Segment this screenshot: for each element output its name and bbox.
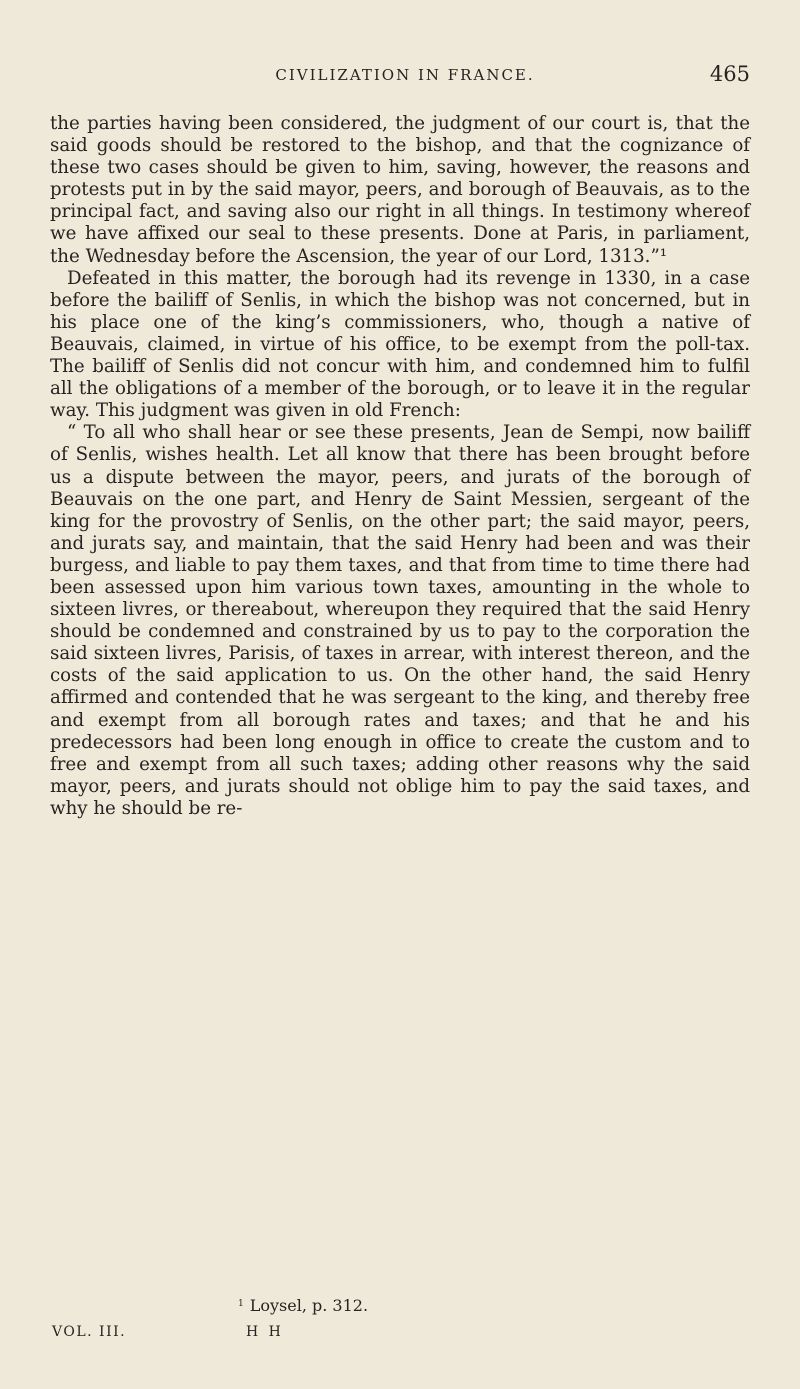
- page-header: [60, 62, 750, 92]
- paragraph: Defeated in this matter, the borough had its revenge in 1330, in a case before the bailiff of Senlis, in which the bishop was not concerned, but in his place one of the king’s commissioners, who, though a native of Beauvais, claimed, in virtue of his office, to be exempt from the poll-tax. The bailiff of Senlis did not concur with him, and condemned him to fulfil all the obligations of a member of the borough, or to leave it in the regular way. This judgment was given in old French:: [50, 267, 750, 422]
- signature-mark: H H: [246, 1324, 284, 1340]
- page-number: 465: [709, 62, 750, 86]
- paragraph: “ To all who shall hear or see these presents, Jean de Sempi, now bailiff of Senlis, wishes health. Let all know that there has been brought before us a dispute between the mayor, peers, and jurats of the borough of Beauvais on the one part, and Henry de Saint Messien, sergeant of the king for the provostry of Senlis, on the other part; the said mayor, peers, and jurats say, and maintain, that the said Henry had been and was their burgess, and liable to pay them taxes, and that from time to time there had been assessed upon him various town taxes, amounting in the whole to sixteen livres, or thereabout, whereupon they required that the said Henry should be condemned and constrained by us to pay to the corporation the said sixteen livres, Parisis, of taxes in arrear, with interest thereon, and the costs of the said application to us. On the other hand, the said Henry affirmed and contended that he was sergeant to the king, and thereby free and exempt from all borough rates and taxes; and that he and his predecessors had been long enough in office to create the custom and to free and exempt from all such taxes; adding other reasons why the said mayor, peers, and jurats should not oblige him to pay the said taxes, and why he should be re-: [50, 422, 750, 819]
- paragraph: the parties having been considered, the judgment of our court is, that the said goods should be restored to the bishop, and that the cognizance of these two cases should be given to him, saving, however, the reasons and protests put in by the said mayor, peers, and borough of Beauvais, as to the principal fact, and saving also our right in all things. In testimony whereof we have affixed our seal to these presents. Done at Paris, in parliament, the Wednesday before the Ascension, the year of our Lord, 1313.”¹: [50, 113, 750, 267]
- footnote-marker: 1: [238, 1299, 244, 1309]
- volume-label: VOL. III.: [52, 1324, 127, 1340]
- running-head: CIVILIZATION IN FRANCE.: [275, 66, 535, 84]
- body-text: [50, 113, 750, 820]
- footnote-text: Loysel, p. 312.: [249, 1296, 369, 1315]
- footnote: [238, 1296, 368, 1315]
